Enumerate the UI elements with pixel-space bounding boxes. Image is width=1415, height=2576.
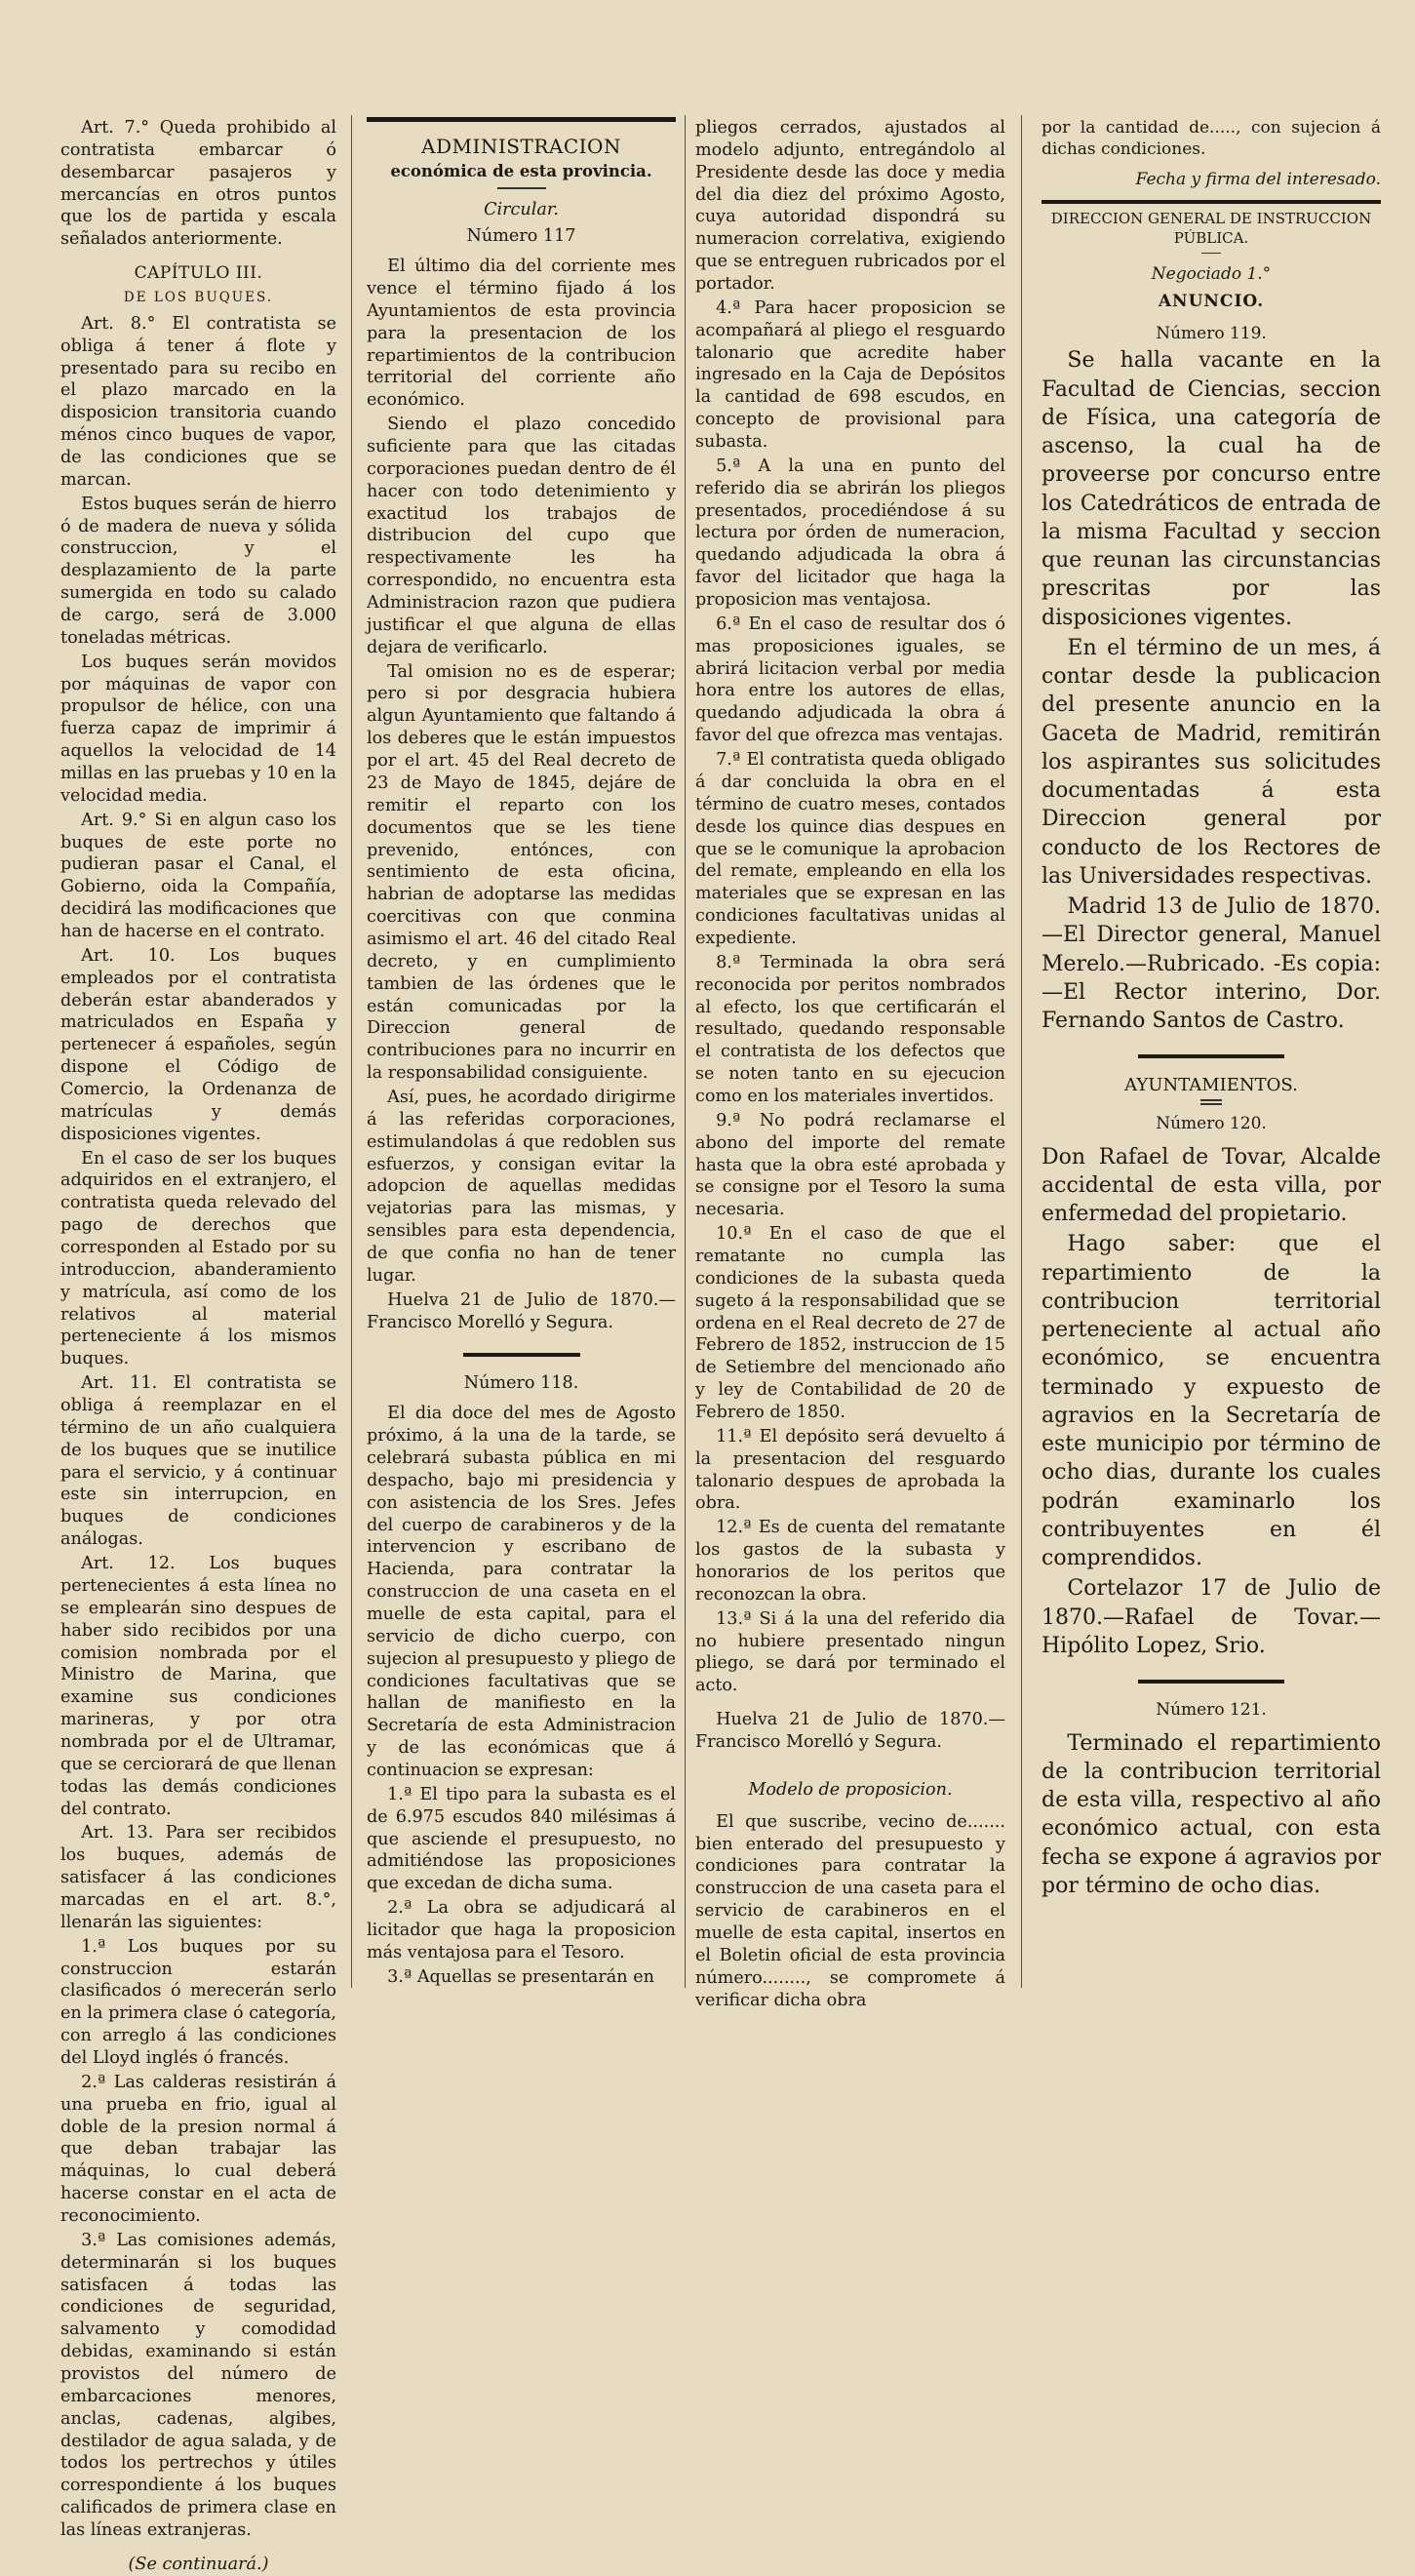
- continued-note: (Se continuará.): [128, 2554, 269, 2574]
- paragraph: Don Rafael de Tovar, Alcalde accidental de esta villa, por enfermedad del propietario.: [1042, 1144, 1381, 1227]
- condition-item: 5.ª A la una en punto del referido dia se abrirán los pliegos presentados, procediéndose á su lectura por órden de numeracion, quedando adjudicada la obra á favor del licitador que haga la proposicion mas ventajosa.: [695, 456, 1005, 611]
- condition-item: 3.ª Aquellas se presentarán en: [387, 1966, 654, 1987]
- paragraph: Hago saber: que el repartimiento de la contribucion territorial perteneciente al actual año económico, se encuentra terminado y expuesto de agravios en la Secretaría de este municipio por término de ocho dias, durante los cuales podrán examinarlo los contribuyentes en él comprendidos.: [1042, 1232, 1381, 1571]
- notice-number: Número 117: [466, 226, 576, 247]
- condition-item: 13.ª Si á la una del referido dia no hubiere presentado ningun pliego, se dará por terminado el acto.: [695, 1608, 1005, 1696]
- notice-number: Número 119.: [1156, 323, 1267, 343]
- signature-note: Fecha y firma del interesado.: [1135, 169, 1381, 189]
- article-8: Art. 8.° El contratista se obliga á tener á flote y presentado para su recibo en el plazo marcado en la disposicion transitoria cuando ménos cinco buques de vapor, de las condiciones que se marcan.: [60, 313, 336, 490]
- column-2: [367, 117, 676, 1985]
- column-1: [60, 117, 336, 2574]
- paragraph: Los buques serán movidos por máquinas de vapor con propulsor de hélice, con una fuerza capaz de imprimir á aquellos la velocidad de 14 millas en las pruebas y 10 en la velocidad media.: [60, 652, 336, 806]
- section-title: DIRECCION GENERAL DE INSTRUCCION PÚBLICA.: [1050, 210, 1372, 248]
- notice-number: Número 120.: [1156, 1114, 1267, 1134]
- condition-item: 4.ª Para hacer proposicion se acompañará al pliego el resguardo talonario que acredite haber ingresado en la Caja de Depósitos la cantidad de 698 escudos, en concepto de provisional para subasta.: [695, 297, 1005, 453]
- signature: Huelva 21 de Julio de 1870.— Francisco Morelló y Segura.: [695, 1710, 1005, 1753]
- condition-item: 11.ª El depósito será devuelto á la presentacion del resguardo talonario despues de aprobada la obra.: [695, 1426, 1005, 1514]
- divider: [1138, 1054, 1284, 1058]
- paragraph: Cortelazor 17 de Julio de 1870.—Rafael de Tovar.— Hipólito Lopez, Srio.: [1042, 1576, 1381, 1658]
- section-title: ADMINISTRACION: [421, 135, 621, 158]
- chapter-heading: CAPÍTULO III.: [134, 263, 263, 284]
- signature: Huelva 21 de Julio de 1870.— Francisco Morelló y Segura.: [367, 1289, 676, 1332]
- column-divider: [351, 115, 352, 1988]
- section-subtitle: económica de esta provincia.: [390, 162, 652, 180]
- circular-label: Circular.: [484, 200, 559, 220]
- article-9: Art. 9.° Si en algun caso los buques de este porte no pudieran pasar el Canal, el Gobierno, oida la Compañía, decidirá las modificaciones que han de hacerse en el contrato.: [60, 810, 336, 941]
- paragraph: El último dia del corriente mes vence el término fijado á los Ayuntamientos de esta provincia para la presentacion de los repartimientos de la contribucion territorial del corriente año económico.: [367, 257, 676, 411]
- divider: [1200, 1099, 1222, 1105]
- divider: [463, 1353, 580, 1357]
- list-item: 3.ª Las comisiones además, determinarán si los buques satisfacen á todas las condiciones de seguridad, salvamento y comodidad debidas, examinando si están provistos del número de embarcaciones menores, anclas, cadenas, algibes, destilador de agua salada, y de todos los pertrechos y útiles correspondiente á los buques calificados de primera clase en las líneas extranjeras.: [60, 2230, 336, 2541]
- condition-item: 12.ª Es de cuenta del rematante los gastos de la subasta y honorarios de los peritos que reconozcan la obra.: [695, 1518, 1005, 1605]
- notice-number: Número 121.: [1156, 1700, 1267, 1721]
- list-item: 2.ª Las calderas resistirán á una prueba en frio, igual al doble de la presion normal á que deban trabajar las máquinas, lo cual deberá hacerse constar en el acta de reconocimiento.: [60, 2072, 336, 2226]
- notice-number: Número 118.: [463, 1373, 579, 1394]
- paragraph: El dia doce del mes de Agosto próximo, á la una de la tarde, se celebrará subasta pública en mi despacho, bajo mi presidencia y con asistencia de los Sres. Jefes del cuerpo de carabineros y de la intervencion y escribano de Hacienda, para contratar la construccion de una caseta en el muelle de esta capital, para el servicio de dicho cuerpo, con sujecion al presupuesto y pliego de condiciones facultativas que se hallan de manifiesto en la Secretaría de esta Administracion y de las económicas que á continuacion se expresan:: [367, 1404, 676, 1781]
- column-divider: [685, 115, 686, 1988]
- paragraph: Así, pues, he acordado dirigirme á las referidas corporaciones, estimulandolas á que redoblen sus esfuerzos, y consigan evitar la adopcion de aquellas medidas vejatorias para las mismas, y sensibles para esta dependencia, de que confia no han de tener lugar.: [367, 1087, 676, 1286]
- condition-item: 1.ª El tipo para la subasta es el de 6.975 escudos 840 milésimas á que asciende el presupuesto, no admitiéndose las proposiciones que excedan de dicha suma.: [367, 1784, 676, 1894]
- paragraph: Madrid 13 de Julio de 1870.—El Director general, Manuel Merelo.—Rubricado. -Es copia:—El Rector interino, Dor. Fernando Santos de Castro.: [1042, 894, 1381, 1034]
- model-title: Modelo de proposicion.: [748, 1779, 953, 1800]
- divider: [1138, 1680, 1284, 1684]
- condition-item: 9.ª No podrá reclamarse el abono del importe del remate hasta que la obra esté aprobada y se consigne por el Tesoro la suma necesaria.: [695, 1110, 1005, 1220]
- divider: [1201, 253, 1221, 254]
- article-11: Art. 11. El contratista se obliga á reemplazar en el término de un año cualquiera de los buques que se inutilice para el servicio, y á continuar este sin interrupcion, en buques de condiciones análogas.: [60, 1373, 336, 1550]
- condition-item: 10.ª En el caso de que el rematante no cumpla las condiciones de la subasta queda sugeto á la responsabilidad que se ordena en el Real decreto de 27 de Febrero de 1852, instruccion de 15 de Setiembre del mencionado año y ley de Contabilidad de 20 de Febrero de 1850.: [695, 1224, 1005, 1422]
- paragraph: Terminado el repartimiento de la contribucion territorial de esta villa, respectivo al año económico actual, con esta fecha se expone á agravios por por término de ocho dias.: [1042, 1730, 1381, 1898]
- section-rule: [367, 117, 676, 122]
- paragraph: por la cantidad de....., con sujecion á dichas condiciones.: [1042, 118, 1381, 160]
- anuncio-heading: ANUNCIO.: [1158, 292, 1265, 312]
- section-title: AYUNTAMIENTOS.: [1124, 1075, 1298, 1096]
- condition-item: 2.ª La obra se adjudicará al licitador que haga la proposicion más ventajosa para el Tesoro.: [367, 1898, 676, 1962]
- section-rule: [1042, 200, 1381, 204]
- condition-item: 8.ª Terminada la obra será reconocida por peritos nombrados al efecto, los que certificarán el resultado, quedando responsable el contratista de los defectos que se noten tanto en su ejecucion como en los materiales invertidos.: [695, 952, 1005, 1106]
- paragraph: En el término de un mes, á contar desde la publicacion del presente anuncio en la Gaceta de Madrid, remitirán los aspirantes sus solicitudes documentadas á esta Direccion general por conducto de los Rectores de las Universidades respectivas.: [1042, 635, 1381, 889]
- condition-item: 7.ª El contratista queda obligado á dar concluida la obra en el término de cuatro meses, contados desde los quince dias despues en que se le comunique la aprobacion del remate, empleando en ella los materiales que se expresan en las condiciones facultativas unidas al expediente.: [695, 750, 1005, 948]
- article-10: Art. 10. Los buques empleados por el contratista deberán estar abanderados y matriculados en España y pertenecer á españoles, según dispone el Código de Comercio, la Ordenanza de matrículas y demás disposiciones vigentes.: [60, 945, 336, 1144]
- chapter-subheading: DE LOS BUQUES.: [123, 290, 274, 306]
- column-4: [1042, 117, 1381, 1985]
- paragraph: Se halla vacante en la Facultad de Ciencias, seccion de Física, una categoría de ascenso, la cual ha de proveerse por concurso entre los Catedráticos de entrada de la misma Facultad y seccion que reunan las circunstancias prescritas por las disposiciones vigentes.: [1042, 348, 1381, 630]
- paragraph: Estos buques serán de hierro ó de madera de nueva y sólida construccion, y el desplazamiento de la parte sumergida en todo su calado de cargo, será de 3.000 toneladas métricas.: [60, 494, 336, 648]
- article-12: Art. 12. Los buques pertenecientes á esta línea no se emplearán sino despues de haber sido recibidos por una comision nombrada por el Ministro de Marina, que examine sus condiciones marineras, y por otra nombrada por el de Ultramar, que se cerciorará de que llenan todas las demás condiciones del contrato.: [60, 1554, 336, 1819]
- list-item: 1.ª Los buques por su construccion estarán clasificados ó merecerán serlo en la primera clase ó categoría, con arreglo á las condiciones del Lloyd inglés ó francés.: [60, 1936, 336, 2068]
- condition-item: 6.ª En el caso de resultar dos ó mas proposiciones iguales, se abrirá licitacion verbal por media hora entre los autores de ellas, quedando adjudicada la obra á favor del que ofrezca mas ventajas.: [695, 614, 1005, 746]
- negociado-label: Negociado 1.°: [1151, 263, 1272, 284]
- paragraph: El que suscribe, vecino de....... bien enterado del presupuesto y condiciones para contratar la construccion de una caseta para el servicio de carabineros en el muelle de esta capital, insertos en el Boletin oficial de esta provincia número........, se compromete á verificar dicha obra: [695, 1811, 1005, 2010]
- paragraph: pliegos cerrados, ajustados al modelo adjunto, entregándolo al Presidente desde las doce y media del dia diez del próximo Agosto, cuya autoridad dispondrá su numeracion correlativa, exigiendo que se entreguen rubricados por el portador.: [695, 118, 1005, 295]
- divider: [497, 187, 546, 189]
- article-13: Art. 13. Para ser recibidos los buques, además de satisfacer á las condiciones marcadas en el art. 8.°, llenarán las siguientes:: [60, 1823, 336, 1932]
- paragraph: Tal omision no es de esperar; pero si por desgracia hubiera algun Ayuntamiento que faltando á los deberes que le están impuestos por el art. 45 del Real decreto de 23 de Mayo de 1845, dejáre de remitir el reparto con los documentos que se les tiene prevenido, entónces, con sentimiento de esta oficina, habrian de adoptarse las medidas coercitivas con que conmina asimismo el art. 46 del citado Real decreto, y en cumplimiento tambien de las órdenes que le están comunicadas por la Direccion general de contribuciones para no incurrir en la responsabilidad consiguiente.: [367, 661, 676, 1084]
- column-3: [695, 117, 1005, 2010]
- article-7: Art. 7.° Queda prohibido al contratista embarcar ó desembarcar pasajeros y mercancías en otros puntos que los de partida y escala señalados anteriormente.: [60, 118, 336, 250]
- column-divider: [1021, 115, 1022, 1988]
- paragraph: Siendo el plazo concedido suficiente para que las citadas corporaciones puedan dentro de él hacer con todo detenimiento y exactitud los trabajos de distribucion del cupo que respectivamente les ha correspondido, no encuentra esta Administracion razon que pudiera justificar el que alguna de ellas dejara de verificarlo.: [367, 415, 676, 657]
- paragraph: En el caso de ser los buques adquiridos en el extranjero, el contratista queda relevado del pago de derechos que corresponden al Estado por su introduccion, abanderamiento y matrícula, así como de los relativos al material perteneciente á los mismos buques.: [60, 1148, 336, 1369]
